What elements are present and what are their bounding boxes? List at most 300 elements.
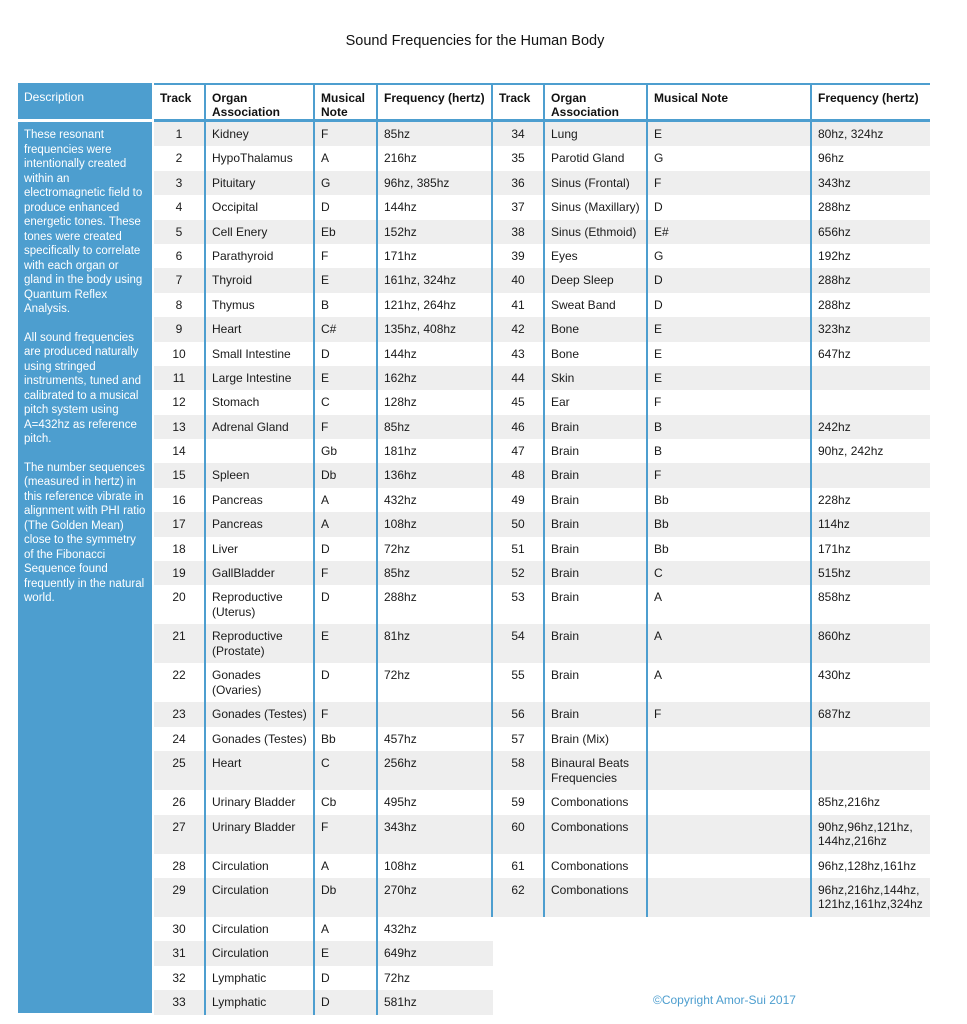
cell-note: G	[648, 244, 812, 268]
cell-frequency: 162hz	[378, 366, 493, 390]
table-row	[154, 171, 930, 195]
cell-note: E	[648, 122, 812, 146]
cell-note	[648, 790, 812, 814]
cell-organ	[545, 966, 648, 990]
cell-track: 27	[154, 815, 206, 854]
cell-organ: Brain	[545, 561, 648, 585]
cell-organ: Adrenal Gland	[206, 415, 315, 439]
cell-organ: Combonations	[545, 815, 648, 854]
table-row	[154, 790, 930, 814]
cell-frequency: 108hz	[378, 854, 493, 878]
header-note: Musical Note	[315, 85, 378, 119]
cell-track: 28	[154, 854, 206, 878]
cell-frequency	[812, 751, 930, 790]
cell-organ: Brain	[545, 439, 648, 463]
cell-track: 23	[154, 702, 206, 726]
table-row	[154, 624, 930, 663]
cell-frequency: 144hz	[378, 342, 493, 366]
cell-frequency: 858hz	[818, 590, 851, 605]
cell-track: 9	[154, 317, 206, 341]
cell-organ: Brain	[545, 415, 648, 439]
description-heading: Description	[18, 83, 152, 122]
description-paragraph: The number sequences (measured in hertz) in this reference vibrate in alignment with PHI ratio (The Golden Mean) close to the symmetry of the Fibonacci Sequence found frequently in the natural world.	[24, 461, 146, 604]
table-row	[154, 317, 930, 341]
cell-note	[648, 854, 812, 878]
cell-organ: Thyroid	[206, 268, 315, 292]
table-row	[154, 585, 930, 624]
cell-track: 38	[493, 220, 545, 244]
cell-organ	[545, 990, 648, 1014]
cell-organ	[206, 439, 315, 463]
description-body	[18, 122, 152, 606]
cell-frequency: 80hz, 324hz	[818, 127, 884, 141]
cell-frequency: 288hz	[818, 297, 851, 312]
cell-note: D	[315, 966, 378, 990]
cell-track: 20	[154, 585, 206, 624]
header-frequency: Frequency (hertz)	[378, 85, 493, 119]
cell-note: B	[648, 439, 812, 463]
table-row	[154, 244, 930, 268]
cell-frequency	[812, 941, 930, 965]
cell-note: Cb	[315, 790, 378, 814]
cell-track: 8	[154, 293, 206, 317]
cell-note: F	[315, 702, 378, 726]
cell-note: G	[648, 146, 812, 170]
cell-frequency: 647hz	[818, 346, 851, 361]
cell-frequency: 256hz	[378, 751, 493, 790]
cell-track: 7	[154, 268, 206, 292]
cell-note: E	[315, 624, 378, 663]
cell-track: 57	[493, 727, 545, 751]
cell-frequency: 161hz, 324hz	[378, 268, 493, 292]
cell-note	[648, 941, 812, 965]
table-row	[154, 941, 930, 965]
cell-note: A	[315, 488, 378, 512]
table-row	[154, 751, 930, 790]
cell-note: A	[648, 585, 812, 624]
description-paragraph: These resonant frequencies were intentionally created within an electromagnetic field to produce enhanced energetic tones. These tones were created specifically to correlate with each organ or gland in the body using Quantum Reflex Analysis.	[24, 129, 143, 315]
cell-organ: Bone	[545, 342, 648, 366]
cell-track: 4	[154, 195, 206, 219]
cell-organ: Combonations	[545, 878, 648, 917]
cell-frequency	[812, 917, 930, 941]
cell-track: 30	[154, 917, 206, 941]
cell-organ: HypoThalamus	[206, 146, 315, 170]
cell-frequency: 192hz	[818, 248, 851, 263]
cell-organ: Gonades (Testes)	[206, 727, 315, 751]
cell-frequency: 144hz	[378, 195, 493, 219]
cell-track: 46	[493, 415, 545, 439]
cell-note: Eb	[315, 220, 378, 244]
cell-organ: Heart	[206, 751, 315, 790]
cell-note: F	[648, 390, 812, 414]
table-row	[154, 268, 930, 292]
cell-track: 47	[493, 439, 545, 463]
cell-frequency	[812, 366, 930, 390]
cell-organ: Pancreas	[206, 512, 315, 536]
cell-note: B	[315, 293, 378, 317]
cell-note: C	[648, 561, 812, 585]
cell-frequency	[812, 990, 930, 1014]
cell-frequency: 288hz	[818, 273, 851, 288]
cell-frequency: 90hz,96hz,121hz, 144hz,216hz	[818, 819, 913, 849]
cell-track: 1	[154, 122, 206, 146]
cell-frequency: 687hz	[818, 707, 851, 722]
cell-track: 6	[154, 244, 206, 268]
table-row	[154, 878, 930, 917]
cell-track: 12	[154, 390, 206, 414]
cell-note: C	[315, 390, 378, 414]
cell-track: 43	[493, 342, 545, 366]
cell-note: E	[315, 366, 378, 390]
cell-note: A	[648, 624, 812, 663]
cell-organ: Brain	[545, 512, 648, 536]
cell-note: E	[648, 366, 812, 390]
cell-frequency	[812, 390, 930, 414]
cell-track: 58	[493, 751, 545, 790]
cell-note: Bb	[315, 727, 378, 751]
cell-organ: Brain	[545, 663, 648, 702]
table-row	[154, 146, 930, 170]
cell-track: 19	[154, 561, 206, 585]
cell-organ: Sinus (Maxillary)	[545, 195, 648, 219]
cell-organ: Pancreas	[206, 488, 315, 512]
cell-note	[648, 878, 812, 917]
cell-note: G	[315, 171, 378, 195]
cell-frequency: 90hz, 242hz	[818, 444, 884, 459]
cell-frequency: 430hz	[818, 668, 851, 683]
cell-organ: Reproductive (Uterus)	[206, 585, 315, 624]
cell-note: A	[648, 663, 812, 702]
cell-organ: Brain	[545, 585, 648, 624]
cell-organ: Liver	[206, 537, 315, 561]
cell-organ: Brain	[545, 488, 648, 512]
cell-track: 55	[493, 663, 545, 702]
cell-organ: Brain	[545, 624, 648, 663]
cell-track: 3	[154, 171, 206, 195]
cell-track: 5	[154, 220, 206, 244]
cell-organ: Reproductive (Prostate)	[206, 624, 315, 663]
table-row	[154, 663, 930, 702]
cell-frequency	[812, 966, 930, 990]
cell-organ: Ear	[545, 390, 648, 414]
cell-track	[493, 941, 545, 965]
cell-frequency: 656hz	[818, 224, 851, 239]
cell-organ: Brain	[545, 463, 648, 487]
cell-note: F	[648, 171, 812, 195]
cell-track: 31	[154, 941, 206, 965]
cell-track: 53	[493, 585, 545, 624]
cell-note: C#	[315, 317, 378, 341]
table-row	[154, 342, 930, 366]
table-row	[154, 990, 930, 1014]
cell-track: 45	[493, 390, 545, 414]
cell-note: A	[315, 146, 378, 170]
cell-track: 49	[493, 488, 545, 512]
header-frequency: Frequency (hertz)	[818, 91, 919, 105]
cell-organ: GallBladder	[206, 561, 315, 585]
description-paragraph: All sound frequencies are produced naturally using stringed instruments, tuned and calibrated to a musical pitch system using A=432hz as reference pitch.	[24, 331, 141, 445]
cell-organ: Brain	[545, 702, 648, 726]
cell-frequency: 108hz	[378, 512, 493, 536]
cell-organ: Parathyroid	[206, 244, 315, 268]
cell-note: D	[315, 195, 378, 219]
cell-organ: Deep Sleep	[545, 268, 648, 292]
cell-organ: Circulation	[206, 941, 315, 965]
header-organ: Organ Association	[545, 85, 648, 119]
table-row	[154, 917, 930, 941]
table-row	[154, 966, 930, 990]
cell-note: Gb	[315, 439, 378, 463]
table-row	[154, 415, 930, 439]
table-row	[154, 815, 930, 854]
cell-frequency: 152hz	[378, 220, 493, 244]
cell-frequency: 96hz,216hz,144hz, 121hz,161hz,324hz	[818, 882, 923, 912]
cell-track: 18	[154, 537, 206, 561]
cell-organ: Kidney	[206, 122, 315, 146]
cell-track: 60	[493, 815, 545, 854]
cell-organ: Parotid Gland	[545, 146, 648, 170]
cell-organ: Lymphatic	[206, 966, 315, 990]
cell-frequency: 343hz	[818, 175, 851, 190]
cell-track: 51	[493, 537, 545, 561]
cell-note: D	[315, 990, 378, 1014]
cell-frequency: 81hz	[378, 624, 493, 663]
cell-note: Bb	[648, 488, 812, 512]
cell-frequency: 72hz	[384, 970, 411, 985]
cell-track: 24	[154, 727, 206, 751]
cell-organ: Brain	[545, 537, 648, 561]
cell-frequency: 242hz	[818, 419, 851, 434]
table-row	[154, 366, 930, 390]
cell-frequency: 136hz	[378, 463, 493, 487]
cell-organ: Gonades (Ovaries)	[206, 663, 315, 702]
cell-track	[493, 966, 545, 990]
cell-track: 25	[154, 751, 206, 790]
table-body	[154, 122, 930, 1015]
cell-organ: Sinus (Frontal)	[545, 171, 648, 195]
cell-frequency: 114hz	[818, 517, 850, 532]
cell-track	[493, 990, 545, 1014]
cell-track: 11	[154, 366, 206, 390]
cell-organ	[545, 917, 648, 941]
table-row	[154, 439, 930, 463]
cell-organ: Pituitary	[206, 171, 315, 195]
cell-note: B	[648, 415, 812, 439]
cell-frequency: 432hz	[378, 488, 493, 512]
cell-note: F	[648, 463, 812, 487]
cell-organ: Circulation	[206, 917, 315, 941]
cell-note: E	[648, 342, 812, 366]
table-header-row	[154, 83, 930, 122]
cell-frequency: 72hz	[378, 663, 493, 702]
cell-note: Bb	[648, 537, 812, 561]
cell-organ: Combonations	[545, 790, 648, 814]
cell-track: 34	[493, 122, 545, 146]
cell-note: Bb	[648, 512, 812, 536]
table-row	[154, 512, 930, 536]
cell-organ: Heart	[206, 317, 315, 341]
cell-frequency: 515hz	[818, 566, 851, 581]
cell-note: F	[315, 415, 378, 439]
cell-frequency: 85hz,216hz	[818, 795, 881, 810]
cell-frequency: 171hz	[378, 244, 493, 268]
cell-frequency	[812, 463, 930, 487]
cell-organ: Combonations	[545, 854, 648, 878]
cell-note: D	[315, 342, 378, 366]
cell-frequency: 228hz	[818, 492, 851, 507]
cell-track: 26	[154, 790, 206, 814]
header-track: Track	[154, 85, 206, 119]
table-row	[154, 537, 930, 561]
cell-note: E	[648, 317, 812, 341]
cell-organ: Skin	[545, 366, 648, 390]
cell-track: 36	[493, 171, 545, 195]
cell-note: E	[315, 268, 378, 292]
cell-organ: Cell Enery	[206, 220, 315, 244]
copyright-notice: ©Copyright Amor-Sui 2017	[653, 993, 796, 1007]
cell-frequency	[812, 727, 930, 751]
cell-track: 15	[154, 463, 206, 487]
cell-frequency: 860hz	[818, 629, 851, 644]
cell-note: A	[315, 917, 378, 941]
cell-track: 41	[493, 293, 545, 317]
cell-frequency: 343hz	[378, 815, 493, 854]
cell-note: D	[648, 293, 812, 317]
cell-track: 62	[493, 878, 545, 917]
table-row	[154, 390, 930, 414]
cell-organ: Urinary Bladder	[206, 815, 315, 854]
table-row	[154, 561, 930, 585]
cell-track: 44	[493, 366, 545, 390]
cell-organ: Circulation	[206, 878, 315, 917]
description-panel	[18, 83, 152, 1013]
cell-track: 39	[493, 244, 545, 268]
cell-note: F	[315, 815, 378, 854]
cell-organ: Small Intestine	[206, 342, 315, 366]
table-row	[154, 195, 930, 219]
cell-frequency: 85hz	[378, 122, 493, 146]
cell-note: A	[315, 512, 378, 536]
cell-organ: Binaural Beats Frequencies	[545, 751, 648, 790]
cell-organ: Lung	[545, 122, 648, 146]
cell-track: 10	[154, 342, 206, 366]
cell-note: D	[315, 585, 378, 624]
table-row	[154, 293, 930, 317]
cell-frequency: 288hz	[378, 585, 493, 624]
cell-track	[493, 917, 545, 941]
cell-note	[648, 727, 812, 751]
cell-frequency: 121hz, 264hz	[378, 293, 493, 317]
cell-organ: Stomach	[206, 390, 315, 414]
cell-frequency: 171hz	[818, 541, 851, 556]
cell-track: 35	[493, 146, 545, 170]
cell-organ: Lymphatic	[206, 990, 315, 1014]
cell-frequency: 581hz	[384, 995, 417, 1010]
cell-frequency: 323hz	[818, 322, 851, 337]
cell-note: F	[315, 561, 378, 585]
cell-track: 14	[154, 439, 206, 463]
cell-organ: Thymus	[206, 293, 315, 317]
cell-frequency: 432hz	[384, 921, 417, 936]
cell-frequency: 128hz	[378, 390, 493, 414]
cell-frequency: 135hz, 408hz	[378, 317, 493, 341]
cell-organ: Bone	[545, 317, 648, 341]
cell-note	[648, 815, 812, 854]
cell-note: E#	[648, 220, 812, 244]
cell-organ: Sweat Band	[545, 293, 648, 317]
cell-track: 29	[154, 878, 206, 917]
cell-note: D	[648, 268, 812, 292]
cell-track: 40	[493, 268, 545, 292]
cell-track: 48	[493, 463, 545, 487]
cell-frequency: 270hz	[378, 878, 493, 917]
cell-track: 37	[493, 195, 545, 219]
table-row	[154, 702, 930, 726]
table-row	[154, 463, 930, 487]
cell-track: 42	[493, 317, 545, 341]
cell-frequency: 96hz,128hz,161hz	[818, 858, 917, 873]
cell-organ: Sinus (Ethmoid)	[545, 220, 648, 244]
cell-frequency: 649hz	[384, 946, 417, 961]
header-organ: Organ Association	[206, 85, 315, 119]
cell-note: F	[315, 122, 378, 146]
cell-track: 52	[493, 561, 545, 585]
table-row	[154, 727, 930, 751]
table-row	[154, 854, 930, 878]
cell-frequency: 181hz	[378, 439, 493, 463]
cell-track: 13	[154, 415, 206, 439]
cell-note: D	[648, 195, 812, 219]
cell-organ	[545, 941, 648, 965]
page-title: Sound Frequencies for the Human Body	[345, 33, 605, 49]
cell-frequency: 85hz	[378, 561, 493, 585]
cell-note: F	[648, 702, 812, 726]
cell-note: C	[315, 751, 378, 790]
cell-note: A	[315, 854, 378, 878]
cell-frequency	[378, 702, 493, 726]
cell-track: 50	[493, 512, 545, 536]
cell-organ: Occipital	[206, 195, 315, 219]
cell-organ: Eyes	[545, 244, 648, 268]
cell-track: 59	[493, 790, 545, 814]
cell-frequency: 495hz	[378, 790, 493, 814]
cell-note: F	[315, 244, 378, 268]
header-track: Track	[493, 85, 545, 119]
cell-frequency: 96hz, 385hz	[378, 171, 493, 195]
cell-note: D	[315, 663, 378, 702]
cell-track: 32	[154, 966, 206, 990]
cell-frequency: 85hz	[378, 415, 493, 439]
cell-organ: Circulation	[206, 854, 315, 878]
cell-note	[648, 966, 812, 990]
cell-frequency: 72hz	[378, 537, 493, 561]
cell-frequency: 457hz	[378, 727, 493, 751]
cell-note	[648, 751, 812, 790]
cell-track: 61	[493, 854, 545, 878]
cell-track: 21	[154, 624, 206, 663]
cell-organ: Spleen	[206, 463, 315, 487]
cell-track: 22	[154, 663, 206, 702]
cell-organ: Brain (Mix)	[545, 727, 648, 751]
cell-track: 54	[493, 624, 545, 663]
cell-track: 2	[154, 146, 206, 170]
cell-organ: Gonades (Testes)	[206, 702, 315, 726]
table-row	[154, 220, 930, 244]
cell-track: 17	[154, 512, 206, 536]
cell-track: 16	[154, 488, 206, 512]
cell-organ: Urinary Bladder	[206, 790, 315, 814]
